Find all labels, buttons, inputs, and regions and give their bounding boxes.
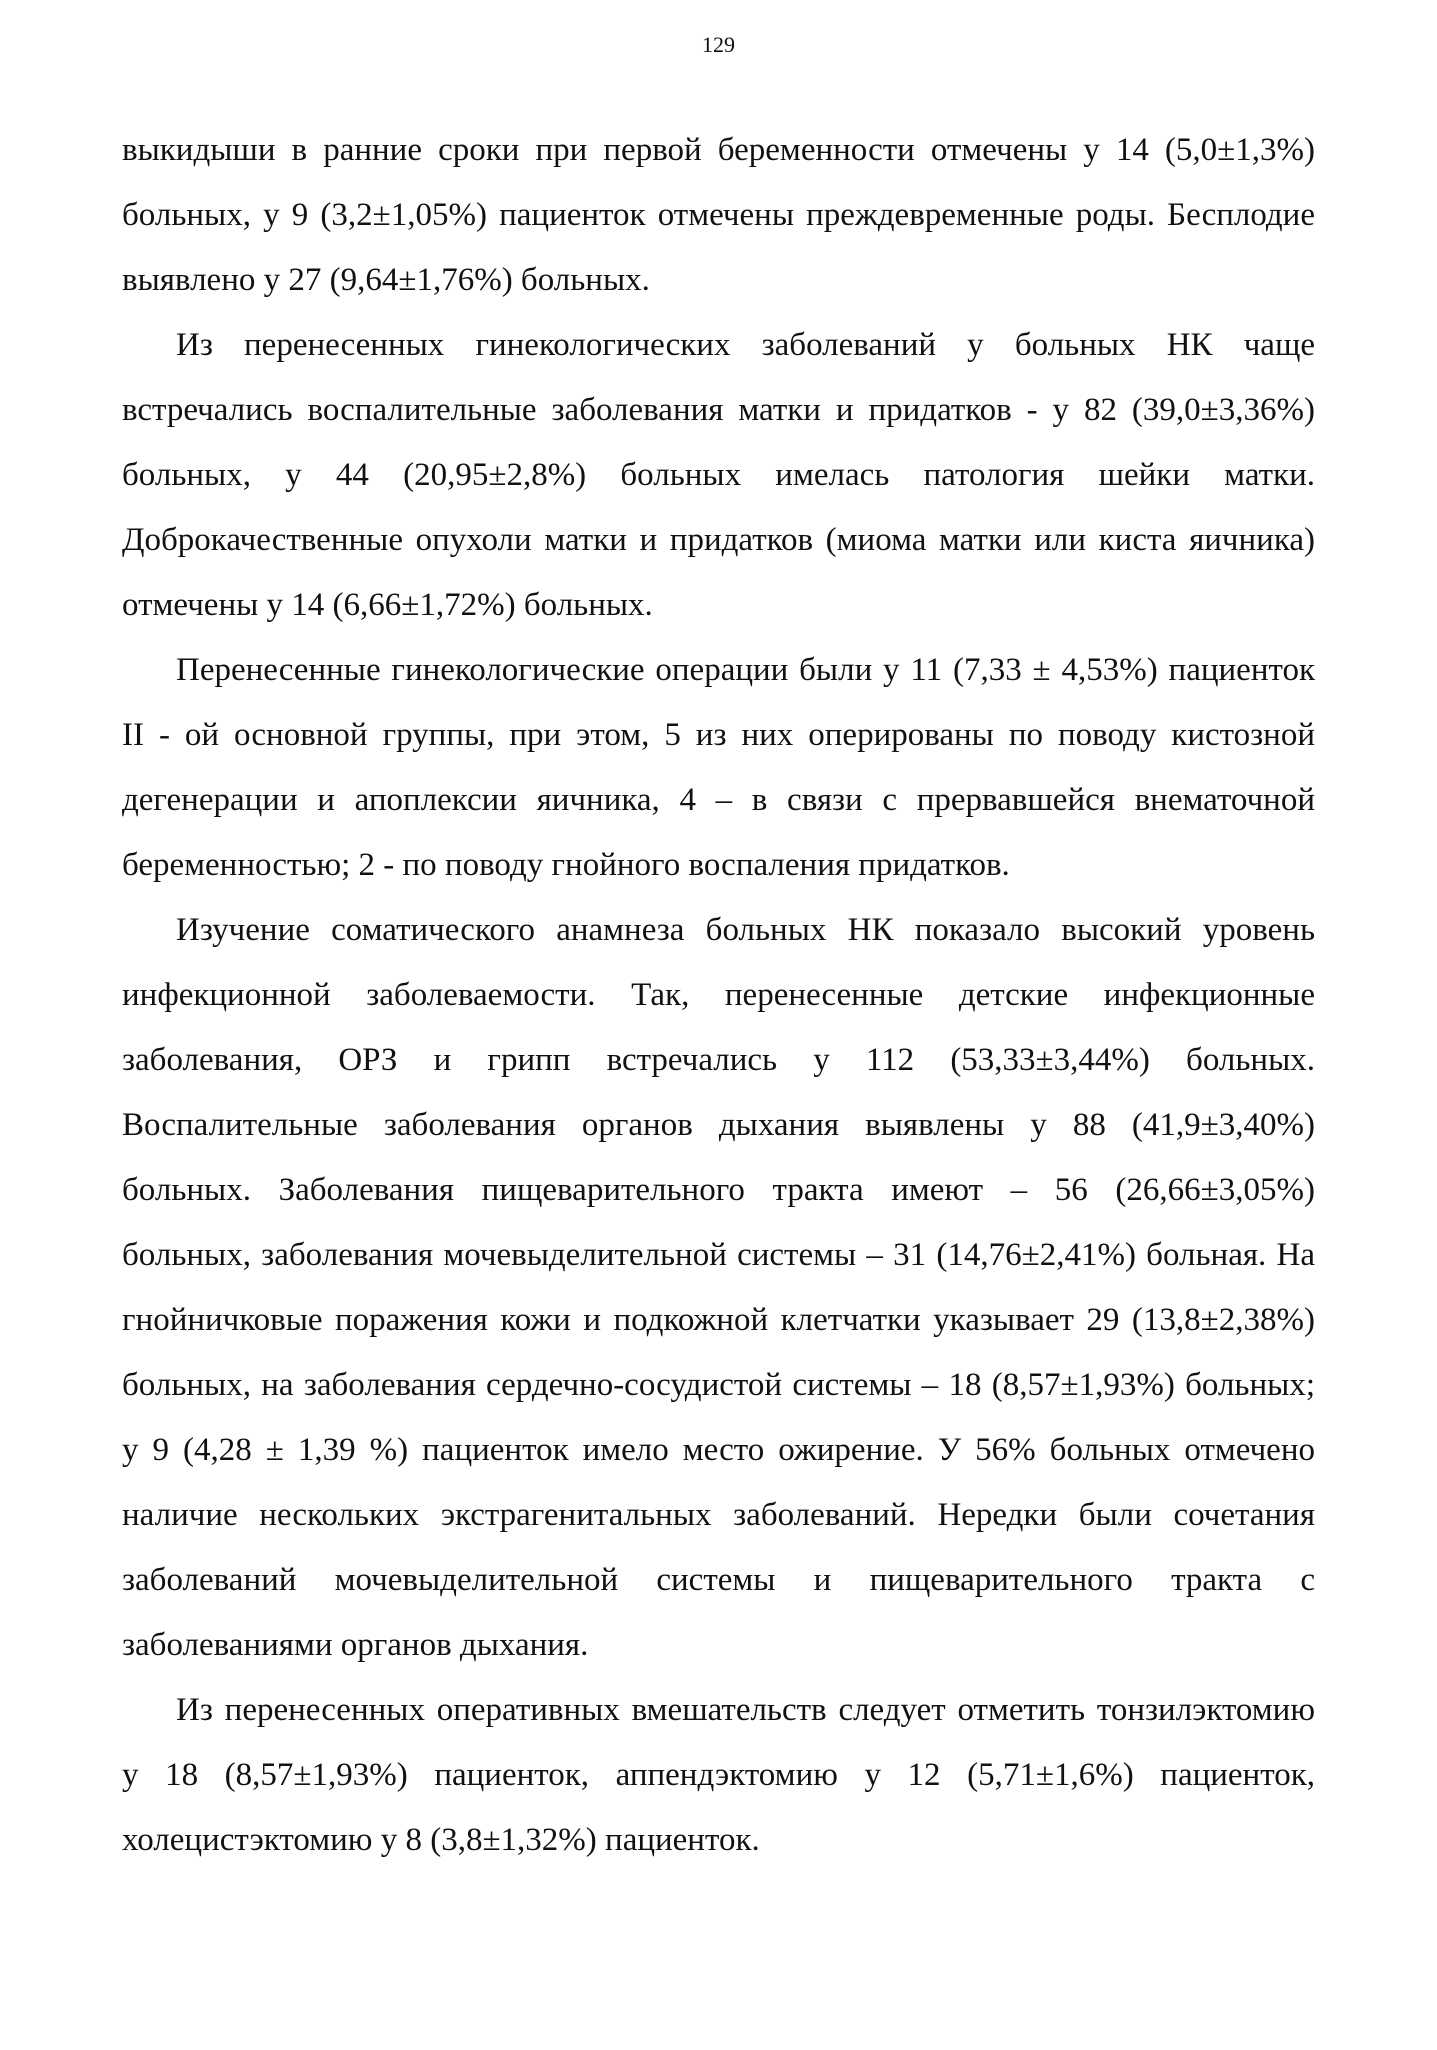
page-number: 129 — [702, 32, 735, 57]
paragraph-surgical-interventions: Из перенесенных оперативных вмешательств следует отметить тонзилэктомию у 18 (8,57±1,93%) пациенток, аппендэктомию у 12 (5,71±1,6%) пациенток, холецистэктомию у 8 (3,8±1,32%) пациенток. — [122, 1692, 1315, 1858]
paragraph-miscarriages: выкидыши в ранние сроки при первой беременности отмечены у 14 (5,0±1,3%) больных, у 9 (3,2±1,05%) пациенток отмечены преждевременные роды. Бесплодие выявлено у 27 (9,64±1,76%) больных. — [122, 132, 1315, 298]
document-body — [122, 118, 1315, 1873]
paragraph-gynecological-operations: Перенесенные гинекологические операции были у 11 (7,33 ± 4,53%) пациенток II - ой основной группы, при этом, 5 из них оперированы по поводу кистозной дегенерации и апоплексии яичника, 4 – в связи с прервавшейся внематочной беременностью; 2 - по поводу гнойного воспаления придатков. — [122, 652, 1315, 883]
paragraph-somatic-anamnesis: Изучение соматического анамнеза больных НК показало высокий уровень инфекционной заболеваемости. Так, перенесенные детские инфекционные заболевания, ОРЗ и грипп встречались у 112 (53,33±3,44%) больных. Воспалительные заболевания органов дыхания выявлены у 88 (41,9±3,40%) больных. Заболевания пищеварительного тракта имеют – 56 (26,66±3,05%) больных, заболевания мочевыделительной системы – 31 (14,76±2,41%) больная. На гнойничковые поражения кожи и подкожной клетчатки указывает 29 (13,8±2,38%) больных, на заболевания сердечно-сосудистой системы – 18 (8,57±1,93%) больных; у 9 (4,28 ± 1,39 %) пациенток имело место ожирение. У 56% больных отмечено наличие нескольких экстрагенитальных заболеваний. Нередки были сочетания заболеваний мочевыделительной системы и пищеварительного тракта с заболеваниями органов дыхания. — [122, 912, 1315, 1663]
paragraph-gynecological-diseases: Из перенесенных гинекологических заболеваний у больных НК чаще встречались воспалительные заболевания матки и придатков - у 82 (39,0±3,36%) больных, у 44 (20,95±2,8%) больных имелась патология шейки матки. Доброкачественные опухоли матки и придатков (миома матки или киста яичника) отмечены у 14 (6,66±1,72%) больных. — [122, 327, 1315, 623]
